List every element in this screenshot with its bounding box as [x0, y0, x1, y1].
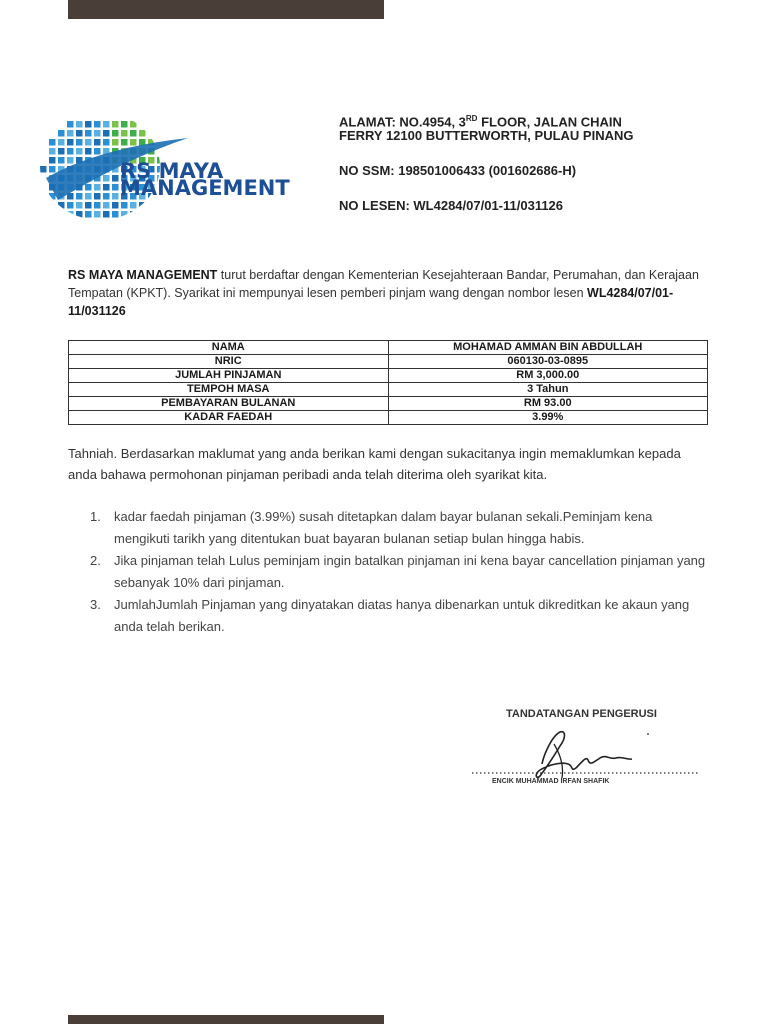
table-row: TEMPOH MASA 3 Tahun — [69, 383, 708, 397]
table-row: JUMLAH PINJAMAN RM 3,000.00 — [69, 369, 708, 383]
loan-details-table — [68, 340, 708, 425]
intro-paragraph: RS MAYA MANAGEMENT turut berdaftar dengan Kementerian Kesejahteraan Bandar, Perumahan, dan Kerajaan Tempatan (KPKT). Syarikat ini mempunyai lesen pemberi pinjam wang dengan nombor lesen WL4284/07/01-11/031126 — [68, 268, 699, 318]
top-decor-bar — [68, 0, 384, 19]
approval-paragraph: Tahniah. Berdasarkan maklumat yang anda berikan kami dengan sukacitanya ingin memaklumkan kepada anda bahawa permohonan pinjaman peribadi anda telah diterima oleh syarikat kita. — [68, 446, 681, 482]
signature-title: TANDATANGAN PENGERUSI — [506, 708, 657, 720]
table-row: PEMBAYARAN BULANAN RM 93.00 — [69, 397, 708, 411]
address-line1: ALAMAT: NO.4954, 3RD FLOOR, JALAN CHAIN — [339, 114, 622, 130]
bottom-decor-bar — [68, 1015, 384, 1024]
company-logo — [38, 108, 318, 226]
logo-line1: RS MAYA — [120, 159, 224, 183]
list-item: 3. JumlahJumlah Pinjaman yang dinyatakan diatas hanya dibenarkan untuk dikreditkan ke akaun yang anda telah berikan. — [90, 597, 690, 634]
license-number: NO LESEN: WL4284/07/01-11/031126 — [339, 198, 564, 213]
signatory-name: ENCIK MUHAMMAD IRFAN SHAFIK — [492, 778, 610, 785]
address-line2: FERRY 12100 BUTTERWORTH, PULAU PINANG — [339, 128, 634, 143]
table-row: KADAR FAEDAH 3.99% — [69, 411, 708, 425]
table-row: NRIC 060130-03-0895 — [69, 355, 708, 369]
list-item: 1. kadar faedah pinjaman (3.99%) susah ditetapkan dalam bayar bulanan sekali.Peminjam kena mengikuti tarikh yang ditentukan buat bayaran bulanan setiap bulan hingga habis. — [90, 509, 653, 546]
logo-line2: MANAGEMENT — [120, 176, 290, 200]
terms-list — [68, 506, 708, 638]
ssm-number: NO SSM: 198501006433 (001602686-H) — [339, 163, 577, 178]
signature-icon — [470, 724, 702, 782]
table-row: NAMA MOHAMAD AMMAN BIN ABDULLAH — [69, 341, 708, 355]
list-item: 2. Jika pinjaman telah Lulus peminjam ingin batalkan pinjaman ini kena bayar cancellation pinjaman yang sebanyak 10% dari pinjaman. — [90, 553, 706, 590]
